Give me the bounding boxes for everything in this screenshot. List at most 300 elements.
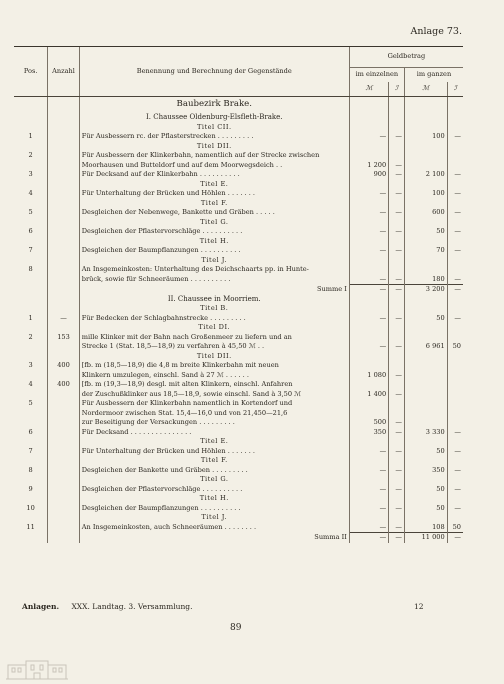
- ganzen-pf: [447, 361, 463, 371]
- anzahl-cell: [48, 504, 80, 514]
- e-mark-cell: [349, 256, 388, 266]
- table-row: [14, 132, 463, 142]
- description-cell: zur Beseitigung der Versackungen . . . . . . . . .: [79, 418, 349, 428]
- table-row: [14, 342, 463, 352]
- titel-heading-row: [14, 123, 463, 133]
- ganzen-mark: [404, 265, 447, 275]
- ganzen-pf: —: [447, 132, 463, 142]
- anzahl-cell: 400: [48, 361, 80, 371]
- einzeln-mark: —: [349, 132, 388, 142]
- anzahl-cell: [48, 123, 80, 133]
- pos-cell: [14, 352, 48, 362]
- ganzen-pf: 50: [447, 342, 463, 352]
- g-pf-cell: [447, 142, 463, 152]
- ganzen-pf: —: [447, 485, 463, 495]
- col-geldbetrag: Geldbetrag: [349, 47, 463, 68]
- g-mark-cell: [404, 142, 447, 152]
- ganzen-mark: 11 000: [404, 533, 447, 543]
- pos-cell: [14, 456, 48, 466]
- anzahl-cell: [48, 237, 80, 247]
- einzeln-pf: —: [389, 246, 405, 256]
- einzeln-pf: —: [389, 208, 405, 218]
- ganzen-pf: —: [447, 533, 463, 543]
- einzeln-pf: —: [389, 314, 405, 324]
- pos-cell: 2: [28, 151, 33, 159]
- chaussee-heading-row: [14, 295, 463, 305]
- einzeln-pf: —: [389, 447, 405, 457]
- g-mark-cell: [404, 295, 447, 305]
- table-row: [14, 361, 463, 371]
- table-row: [14, 418, 463, 428]
- description-cell: Moorhausen und Butteldorf und auf dem Moorwegsdeich . .: [79, 161, 349, 171]
- pos-cell: [14, 409, 48, 419]
- description-cell: Für Ausbessern rc. der Pflasterstrecken . . . . . . . . .: [79, 132, 349, 142]
- e-pf-cell: [389, 218, 405, 228]
- description-cell: Nordermoor zwischen Stat. 15,4—16,0 und von 21,450—21,6: [79, 409, 349, 419]
- g-pf-cell: [447, 304, 463, 314]
- g-mark-cell: [404, 352, 447, 362]
- ganzen-pf: 50: [447, 523, 463, 533]
- e-pf-cell: [389, 456, 405, 466]
- einzeln-mark: [349, 409, 388, 419]
- col-mark-1: ℳ: [349, 82, 388, 97]
- ganzen-mark: [404, 161, 447, 171]
- pos-cell: [14, 475, 48, 485]
- ganzen-pf: —: [447, 504, 463, 514]
- ganzen-pf: [447, 371, 463, 381]
- e-mark-cell: [349, 494, 388, 504]
- anzahl-cell: [48, 170, 80, 180]
- anzahl-cell: [48, 275, 80, 285]
- g-pf-cell: [447, 437, 463, 447]
- e-pf-cell: [389, 199, 405, 209]
- einzeln-mark: —: [349, 227, 388, 237]
- description-cell: Für Unterhaltung der Brücken und Höhlen . . . . . . .: [79, 189, 349, 199]
- ganzen-mark: [404, 399, 447, 409]
- table-body: [14, 97, 463, 543]
- anzahl-cell: [48, 189, 80, 199]
- ganzen-pf: —: [447, 275, 463, 285]
- e-pf-cell: [389, 494, 405, 504]
- einzeln-mark: —: [349, 246, 388, 256]
- einzeln-pf: [389, 151, 405, 161]
- footer-anlagen: Anlagen.: [22, 602, 60, 611]
- col-mark-2: ℳ: [404, 82, 447, 97]
- pos-cell: [14, 304, 48, 314]
- anzahl-cell: [48, 428, 80, 438]
- titel-heading: Titel H.: [79, 237, 349, 247]
- g-mark-cell: [404, 256, 447, 266]
- pos-cell: [14, 533, 48, 543]
- pos-cell: 3: [28, 170, 33, 178]
- ganzen-mark: 50: [404, 447, 447, 457]
- titel-heading-row: [14, 456, 463, 466]
- description-cell: An Insgemeinkosten, auch Schneeräumen . . . . . . . .: [79, 523, 349, 533]
- description-cell: Für Decksand auf der Klinkerbahn . . . . . . . . . .: [79, 170, 349, 180]
- e-pf-cell: [389, 256, 405, 266]
- table-row: [14, 504, 463, 514]
- anzahl-cell: [48, 437, 80, 447]
- titel-heading-row: [14, 437, 463, 447]
- anlage-number: Anlage 73.: [410, 26, 462, 37]
- ganzen-pf: [447, 380, 463, 390]
- ganzen-mark: [404, 333, 447, 343]
- e-pf-cell: [389, 123, 405, 133]
- einzeln-pf: —: [389, 189, 405, 199]
- g-mark-cell: [404, 123, 447, 133]
- pos-cell: 2: [28, 332, 33, 341]
- table-row: [14, 170, 463, 180]
- table-row: [14, 399, 463, 409]
- ganzen-pf: —: [447, 246, 463, 256]
- e-mark-cell: [349, 142, 388, 152]
- g-mark-cell: [404, 323, 447, 333]
- pos-cell: 1: [28, 313, 33, 322]
- page-number: 89: [230, 623, 242, 633]
- table-row: [14, 409, 463, 419]
- pos-cell: 6: [28, 427, 33, 436]
- e-pf-cell: [389, 180, 405, 190]
- e-pf-cell: [389, 437, 405, 447]
- anzahl-cell: [48, 533, 80, 543]
- ganzen-mark: [404, 390, 447, 400]
- titel-heading-row: [14, 142, 463, 152]
- e-mark-cell: [349, 304, 388, 314]
- ganzen-mark: 100: [404, 189, 447, 199]
- titel-heading: Titel CII.: [79, 123, 349, 133]
- g-pf-cell: [447, 475, 463, 485]
- ganzen-mark: 600: [404, 208, 447, 218]
- g-mark-cell: [404, 180, 447, 190]
- pos-cell: [14, 180, 48, 190]
- pos-cell: [14, 323, 48, 333]
- e-mark-cell: [349, 352, 388, 362]
- einzeln-pf: —: [389, 285, 405, 295]
- einzeln-pf: [389, 409, 405, 419]
- pos-cell: 1: [28, 132, 33, 140]
- pos-cell: [14, 437, 48, 447]
- table-row: [14, 227, 463, 237]
- anzahl-cell: [48, 418, 80, 428]
- e-pf-cell: [389, 513, 405, 523]
- pos-cell: [14, 199, 48, 209]
- ganzen-pf: [447, 409, 463, 419]
- titel-heading-row: [14, 256, 463, 266]
- table-row: [14, 523, 463, 533]
- titel-heading-row: [14, 323, 463, 333]
- einzeln-mark: —: [349, 314, 388, 324]
- pos-cell: 4: [28, 189, 33, 197]
- footer-landtag: XXX. Landtag. 3. Versammlung.: [71, 602, 193, 611]
- ganzen-mark: [404, 380, 447, 390]
- anzahl-cell: [48, 513, 80, 523]
- anzahl-cell: [48, 180, 80, 190]
- ganzen-pf: —: [447, 428, 463, 438]
- pos-cell: [14, 418, 48, 428]
- ganzen-pf: [447, 161, 463, 171]
- einzeln-pf: —: [389, 466, 405, 476]
- table-row: [14, 428, 463, 438]
- ganzen-pf: [447, 265, 463, 275]
- e-pf-cell: [389, 304, 405, 314]
- anzahl-cell: [48, 390, 80, 400]
- description-cell: mille Klinker mit der Bahn nach Großenmeer zu liefern und an: [79, 333, 349, 343]
- ganzen-mark: 3 330: [404, 428, 447, 438]
- e-mark-cell: [349, 456, 388, 466]
- anzahl-cell: [48, 371, 80, 381]
- anzahl-cell: 400: [48, 380, 80, 390]
- titel-heading: Titel F.: [79, 456, 349, 466]
- g-pf-cell: [447, 237, 463, 247]
- summe-row: [14, 285, 463, 295]
- einzeln-pf: —: [389, 275, 405, 285]
- anzahl-cell: [48, 227, 80, 237]
- g-pf-cell: [447, 218, 463, 228]
- ganzen-mark: [404, 151, 447, 161]
- titel-heading: Titel H.: [79, 494, 349, 504]
- budget-table: [14, 46, 463, 543]
- anzahl-cell: [48, 218, 80, 228]
- einzeln-pf: —: [389, 418, 405, 428]
- anzahl-cell: [48, 97, 80, 114]
- ganzen-mark: [404, 409, 447, 419]
- g-pf-cell: [447, 494, 463, 504]
- titel-heading-row: [14, 180, 463, 190]
- e-mark-cell: [349, 513, 388, 523]
- anzahl-cell: [48, 265, 80, 275]
- table-row: [14, 151, 463, 161]
- g-mark-cell: [404, 199, 447, 209]
- col-pos: Pos.: [14, 47, 48, 97]
- einzeln-pf: —: [389, 342, 405, 352]
- chaussee-heading-row: [14, 113, 463, 123]
- footer-number: 12: [414, 602, 424, 611]
- col-benennung: Benennung und Berechnung der Gegenstände: [79, 47, 349, 97]
- e-pf-cell: [389, 97, 405, 114]
- chaussee-heading: II. Chaussee in Moorriem.: [79, 295, 349, 305]
- anzahl-cell: [48, 285, 80, 295]
- pos-cell: [14, 142, 48, 152]
- g-pf-cell: [447, 113, 463, 123]
- ganzen-mark: 180: [404, 275, 447, 285]
- summe-row: [14, 533, 463, 543]
- table-row: [14, 380, 463, 390]
- anzahl-cell: [48, 523, 80, 533]
- description-cell: Für Decksand . . . . . . . . . . . . . . .: [79, 428, 349, 438]
- description-cell: Desgleichen der Baumpflanzungen . . . . . . . . . .: [79, 504, 349, 514]
- einzeln-mark: [349, 399, 388, 409]
- table-row: [14, 275, 463, 285]
- titel-heading: Titel G.: [79, 218, 349, 228]
- anzahl-cell: [48, 246, 80, 256]
- table-row: [14, 265, 463, 275]
- einzeln-mark: —: [349, 466, 388, 476]
- g-mark-cell: [404, 513, 447, 523]
- einzeln-pf: —: [389, 371, 405, 381]
- ganzen-pf: —: [447, 466, 463, 476]
- pos-cell: 5: [28, 399, 33, 407]
- anzahl-cell: [48, 342, 80, 352]
- e-pf-cell: [389, 352, 405, 362]
- e-mark-cell: [349, 437, 388, 447]
- e-pf-cell: [389, 113, 405, 123]
- description-cell: [fb. m (18,5—18,9) die 4,8 m breite Klinkerbahn mit neuen: [79, 361, 349, 371]
- pos-cell: 5: [28, 208, 33, 216]
- e-mark-cell: [349, 323, 388, 333]
- titel-heading-row: [14, 494, 463, 504]
- table-row: [14, 161, 463, 171]
- pos-cell: [14, 256, 48, 266]
- g-pf-cell: [447, 456, 463, 466]
- einzeln-mark: —: [349, 504, 388, 514]
- titel-heading: Titel E.: [79, 437, 349, 447]
- description-cell: Für Bedecken der Schlagbahnstrecke . . . . . . . . .: [79, 314, 349, 324]
- anzahl-cell: [48, 352, 80, 362]
- ganzen-pf: —: [447, 170, 463, 180]
- anzahl-cell: [48, 113, 80, 123]
- pos-cell: 7: [28, 446, 33, 455]
- einzeln-mark: —: [349, 275, 388, 285]
- einzeln-pf: —: [389, 227, 405, 237]
- pos-cell: [14, 237, 48, 247]
- e-mark-cell: [349, 113, 388, 123]
- einzeln-mark: —: [349, 208, 388, 218]
- g-mark-cell: [404, 218, 447, 228]
- ganzen-pf: [447, 418, 463, 428]
- pos-cell: [14, 285, 48, 295]
- anzahl-cell: [48, 447, 80, 457]
- ganzen-mark: 50: [404, 504, 447, 514]
- table-row: [14, 246, 463, 256]
- col-pf-2: ℐ: [447, 82, 463, 97]
- titel-heading: Titel J.: [79, 256, 349, 266]
- einzeln-mark: [349, 380, 388, 390]
- einzeln-mark: —: [349, 533, 388, 543]
- e-mark-cell: [349, 237, 388, 247]
- einzeln-pf: —: [389, 390, 405, 400]
- titel-heading: Titel DII.: [79, 142, 349, 152]
- pos-cell: 4: [28, 380, 33, 388]
- description-cell: Desgleichen der Baumpflanzungen . . . . . . . . . .: [79, 246, 349, 256]
- anzahl-cell: [48, 456, 80, 466]
- ganzen-mark: 50: [404, 314, 447, 324]
- anzahl-cell: [48, 199, 80, 209]
- titel-heading: Titel E.: [79, 180, 349, 190]
- einzeln-mark: 1 400: [349, 390, 388, 400]
- pos-cell: [14, 275, 48, 285]
- einzeln-mark: 500: [349, 418, 388, 428]
- anzahl-cell: [48, 409, 80, 419]
- pos-cell: [14, 513, 48, 523]
- g-pf-cell: [447, 323, 463, 333]
- table-row: [14, 371, 463, 381]
- ganzen-mark: 70: [404, 246, 447, 256]
- e-pf-cell: [389, 323, 405, 333]
- titel-heading: Titel DI.: [79, 323, 349, 333]
- ganzen-mark: 3 200: [404, 285, 447, 295]
- titel-heading-row: [14, 475, 463, 485]
- einzeln-mark: 350: [349, 428, 388, 438]
- ganzen-pf: [447, 151, 463, 161]
- table-row: [14, 485, 463, 495]
- description-cell: Für Unterhaltung der Brücken und Höhlen . . . . . . .: [79, 447, 349, 457]
- anzahl-cell: 153: [48, 333, 80, 343]
- ganzen-mark: [404, 371, 447, 381]
- chaussee-heading: I. Chaussee Oldenburg-Elsfleth-Brake.: [79, 113, 349, 123]
- pos-cell: [14, 97, 48, 114]
- einzeln-mark: [349, 151, 388, 161]
- g-pf-cell: [447, 97, 463, 114]
- description-cell: der Zuschußklinker aus 18,5—18,9, sowie einschl. Sand à 3,50 ℳ: [79, 390, 349, 400]
- e-mark-cell: [349, 295, 388, 305]
- pos-cell: [14, 494, 48, 504]
- col-pf-1: ℐ: [389, 82, 405, 97]
- anzahl-cell: [48, 132, 80, 142]
- ganzen-mark: [404, 418, 447, 428]
- table-row: [14, 466, 463, 476]
- pos-cell: [14, 295, 48, 305]
- anzahl-cell: [48, 475, 80, 485]
- bezirk-heading: Baubezirk Brake.: [79, 97, 349, 114]
- table-row: [14, 333, 463, 343]
- ganzen-pf: —: [447, 285, 463, 295]
- anzahl-cell: [48, 304, 80, 314]
- bezirk-heading-row: [14, 97, 463, 114]
- einzeln-pf: [389, 333, 405, 343]
- table-row: [14, 390, 463, 400]
- titel-heading-row: [14, 199, 463, 209]
- e-mark-cell: [349, 180, 388, 190]
- titel-heading-row: [14, 352, 463, 362]
- g-pf-cell: [447, 180, 463, 190]
- table-row: [14, 189, 463, 199]
- anzahl-cell: [48, 494, 80, 504]
- ganzen-pf: —: [447, 208, 463, 218]
- anzahl-cell: —: [48, 314, 80, 324]
- einzeln-mark: [349, 265, 388, 275]
- description-cell: An Insgemeinkosten: Unterhaltung des Deichschaarts pp. in Hunte-: [79, 265, 349, 275]
- titel-heading-row: [14, 218, 463, 228]
- g-mark-cell: [404, 456, 447, 466]
- anzahl-cell: [48, 485, 80, 495]
- einzeln-pf: —: [389, 533, 405, 543]
- ganzen-mark: 2 100: [404, 170, 447, 180]
- einzeln-mark: —: [349, 285, 388, 295]
- description-cell: Desgleichen der Bankette und Gräben . . . . . . . . .: [79, 466, 349, 476]
- einzeln-pf: [389, 265, 405, 275]
- anzahl-cell: [48, 161, 80, 171]
- anzahl-cell: [48, 142, 80, 152]
- g-mark-cell: [404, 437, 447, 447]
- anzahl-cell: [48, 151, 80, 161]
- g-pf-cell: [447, 295, 463, 305]
- einzeln-mark: —: [349, 189, 388, 199]
- e-pf-cell: [389, 295, 405, 305]
- ganzen-mark: 100: [404, 132, 447, 142]
- e-mark-cell: [349, 97, 388, 114]
- e-mark-cell: [349, 123, 388, 133]
- einzeln-pf: —: [389, 523, 405, 533]
- einzeln-mark: 900: [349, 170, 388, 180]
- pos-cell: [14, 218, 48, 228]
- g-pf-cell: [447, 513, 463, 523]
- einzeln-pf: —: [389, 485, 405, 495]
- einzeln-pf: [389, 399, 405, 409]
- pos-cell: [14, 161, 48, 171]
- einzeln-pf: —: [389, 504, 405, 514]
- ganzen-mark: [404, 361, 447, 371]
- description-cell: Desgleichen der Pflastervorschläge . . . . . . . . . .: [79, 227, 349, 237]
